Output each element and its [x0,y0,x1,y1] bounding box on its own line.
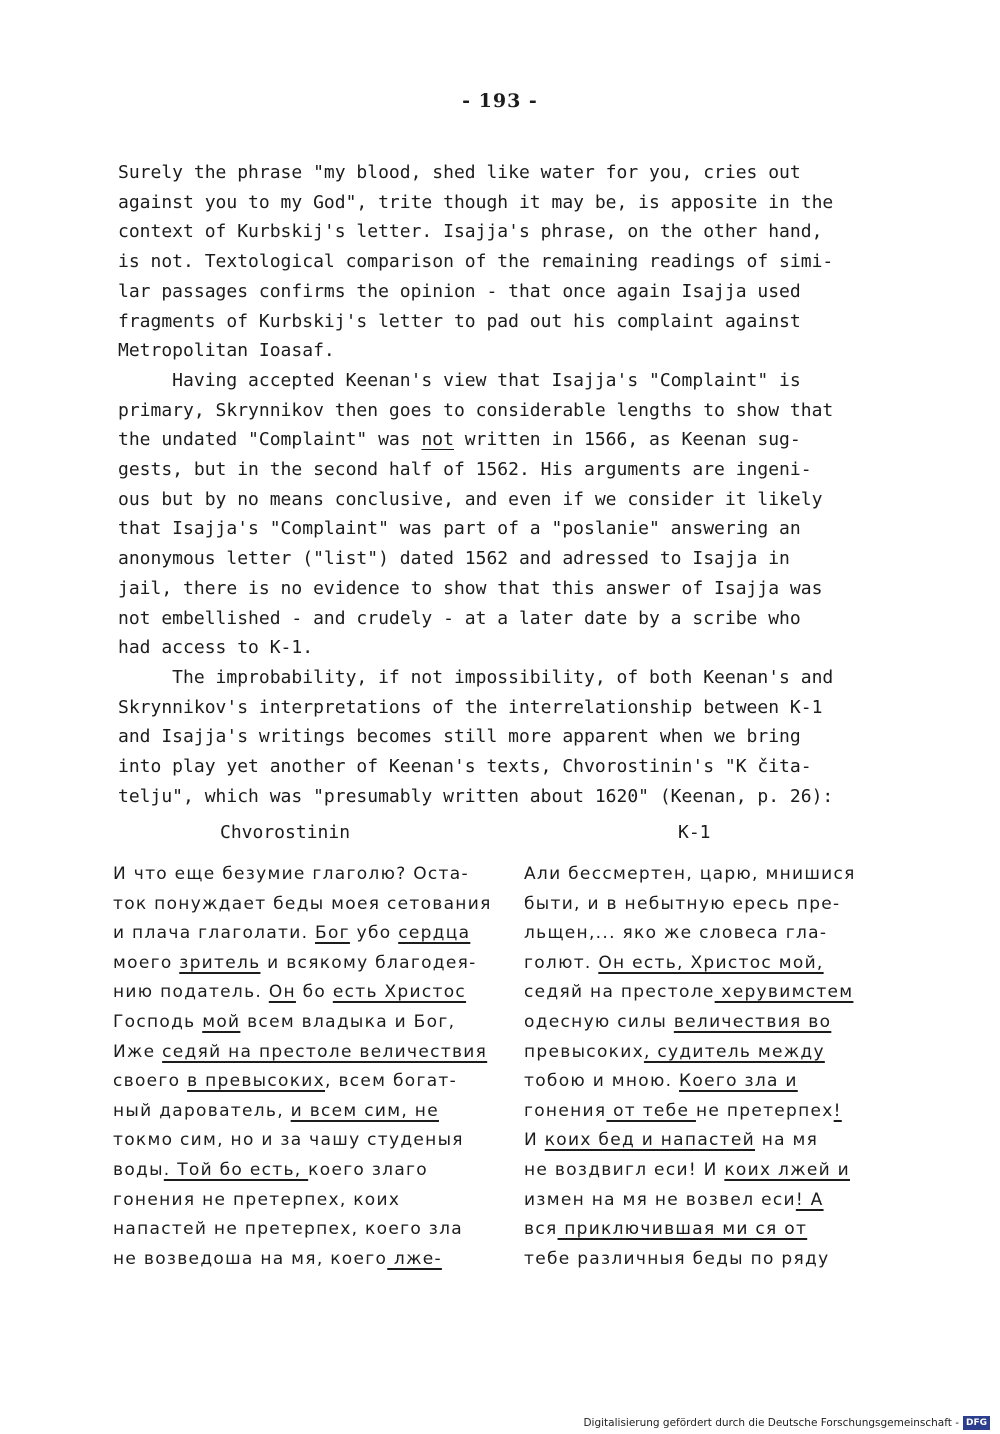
underlined-phrase: Он есть, Христос мой, [598,952,824,973]
body-line: fragments of Kurbskij's letter to pad out his complaint against [118,310,801,332]
column-line [113,1008,513,1038]
column-text-segment: Иже [113,1041,163,1062]
body-line: and Isajja's writings becomes still more apparent when we bring [118,726,801,748]
column-text-segment: измен на мя не возвел еси [524,1189,796,1210]
column-text-segment: седяй на престоле [524,982,715,1003]
column-text-segment: вся [524,1219,558,1240]
underlined-phrase: от тебе [606,1100,696,1121]
column-line [524,1156,894,1186]
column-line [524,890,894,920]
dfg-logo: DFG [963,1416,990,1430]
body-line: is not. Textological comparison of the remaining readings of simi- [118,251,834,273]
column-line [113,1215,513,1245]
body-line: lar passages confirms the opinion - that once again Isajja used [118,280,801,302]
column-text-segment: и всякому благодея- [260,952,477,973]
column-text-segment: убо [349,923,399,944]
column-text-segment: И что еще безумие глаголю? Оста- [113,864,469,884]
column-text-segment: Али бессмертен, царю, мнишися [524,864,856,884]
k1-column [524,860,894,1274]
underlined-phrase: ! [833,1100,842,1121]
column-heading-k1: K-1 [678,822,711,843]
body-line: primary, Skrynnikov then goes to considerable lengths to show that [118,399,834,421]
column-text-segment: воды [113,1159,164,1180]
column-text-segment: тобою и мною. [524,1071,680,1092]
column-text-segment: , всем богат- [325,1071,458,1092]
body-line [118,425,918,455]
column-text-segment: не воздвигл еси! И [524,1159,725,1180]
body-line: into play yet another of Keenan's texts, Chvorostinin's "K čita- [118,756,812,778]
body-line: gests, but in the second half of 1562. His arguments are ingeni- [118,459,812,481]
underlined-phrase: седяй на престоле величествия [162,1041,488,1062]
underlined-phrase: коих бед и напастей [544,1130,755,1151]
underlined-phrase: зритель [179,952,261,973]
column-text-segment: коего злаго [308,1159,428,1180]
column-text-segment: токмо сим, но и за чашу студеныя [113,1130,464,1151]
underlined-phrase: и всем сим, не [290,1100,439,1121]
column-line [524,1245,894,1275]
column-line [113,1097,513,1127]
column-line [113,1126,513,1156]
column-text-segment: Господь [113,1011,203,1032]
underlined-phrase: приключившая ми ся от [557,1219,808,1240]
column-text-segment: напастей не претерпех, коего зла [113,1219,463,1240]
body-text [118,158,918,811]
body-line: Surely the phrase "my blood, shed like water for you, cries out [118,162,801,183]
underlined-phrase: Он [268,982,296,1003]
body-line: Having accepted Keenan's view that Isajja's "Complaint" is [118,369,801,391]
underlined-phrase: в превысоких [187,1071,326,1092]
column-text-segment: И [524,1130,545,1151]
underlined-phrase: лже- [387,1248,442,1269]
column-line [113,1156,513,1186]
body-line: jail, there is no evidence to show that this answer of Isajja was [118,577,823,599]
page-number: - 193 - [462,90,538,112]
underlined-phrase: ! А [795,1189,824,1210]
column-text-segment: одесную силы [524,1011,674,1032]
column-text-segment: тебе различныя беды по ряду [524,1248,830,1269]
body-text-segment: the undated "Complaint" was [118,429,422,451]
column-text-segment: ток понуждает беды моея сетования [113,893,492,914]
underlined-phrase: , судитель между [643,1041,825,1062]
body-line: context of Kurbskij's letter. Isajja's phrase, on the other hand, [118,221,823,243]
body-line: had access to K-1. [118,637,314,659]
body-line: Skrynnikov's interpretations of the interrelationship between K-1 [118,696,823,718]
body-line: Metropolitan Ioasaf. [118,340,335,362]
body-line: The improbability, if not impossibility, of both Keenan's and [118,666,834,688]
column-text-segment: нию податель. [113,982,269,1003]
column-line [524,860,894,890]
column-text-segment: быти, и в небытную ересь пре- [524,893,841,914]
column-line [113,860,513,890]
column-line [524,1008,894,1038]
column-heading-chvorostinin: Chvorostinin [220,822,351,843]
column-text-segment: голют. [524,952,599,973]
column-line [524,1038,894,1068]
underlined-phrase: Бог [315,923,350,944]
underlined-phrase: коих лжей и [724,1159,850,1180]
column-line [524,978,894,1008]
underlined-phrase: сердца [398,923,471,944]
column-line [524,1126,894,1156]
underlined-phrase: величествия во [673,1011,832,1032]
column-text-segment: ный дарователь, [113,1100,291,1121]
column-text-segment: на мя [755,1130,819,1151]
column-text-segment: всем владыка и Бог, [240,1011,456,1032]
footer [583,1416,990,1430]
underlined-phrase: . Той бо есть, [163,1159,309,1180]
underlined-phrase: есть Христос [332,982,467,1003]
column-line [113,1067,513,1097]
underlined-phrase: Коего зла и [679,1071,798,1092]
column-line [524,1097,894,1127]
column-line [113,949,513,979]
body-line: ous but by no means conclusive, and even if we consider it likely [118,488,823,510]
column-line [113,1038,513,1068]
column-line [524,1186,894,1216]
underlined-phrase: мой [202,1011,241,1032]
column-text-segment: превысоких [524,1041,644,1062]
column-line [113,919,513,949]
column-line [113,1245,513,1275]
column-text-segment: льщен,... яко же словеса гла- [524,923,828,944]
column-line [524,1215,894,1245]
body-line: against you to my God", trite though it may be, is apposite in the [118,191,834,213]
body-line: anonymous letter ("list") dated 1562 and adressed to Isajja in [118,548,790,570]
column-text-segment: моего [113,952,180,973]
footer-credit: Digitalisierung gefördert durch die Deutsche Forschungsgemeinschaft - [583,1417,959,1429]
underlined-phrase: херувимстем [714,982,854,1003]
column-line [113,978,513,1008]
underlined-word: not [421,429,454,451]
column-text-segment: не возведоша на мя, коего [113,1248,388,1269]
column-text-segment: и плача глаголати. [113,923,316,944]
column-text-segment: не претерпех [695,1100,834,1121]
column-text-segment: бо [295,982,333,1003]
chvorostinin-column [113,860,513,1274]
column-text-segment: своего [113,1071,188,1092]
column-text-segment: гонения не претерпех, коих [113,1189,401,1210]
column-line [113,890,513,920]
column-line [524,919,894,949]
column-text-segment: гонения [524,1100,607,1121]
body-line: not embellished - and crudely - at a later date by a scribe who [118,607,801,629]
body-line: telju", which was "presumably written about 1620" (Keenan, p. 26): [118,785,834,807]
body-line: that Isajja's "Complaint" was part of a "poslanie" answering an [118,518,801,540]
column-line [113,1186,513,1216]
column-line [524,949,894,979]
body-text-segment: written in 1566, as Keenan sug- [453,429,801,451]
column-line [524,1067,894,1097]
